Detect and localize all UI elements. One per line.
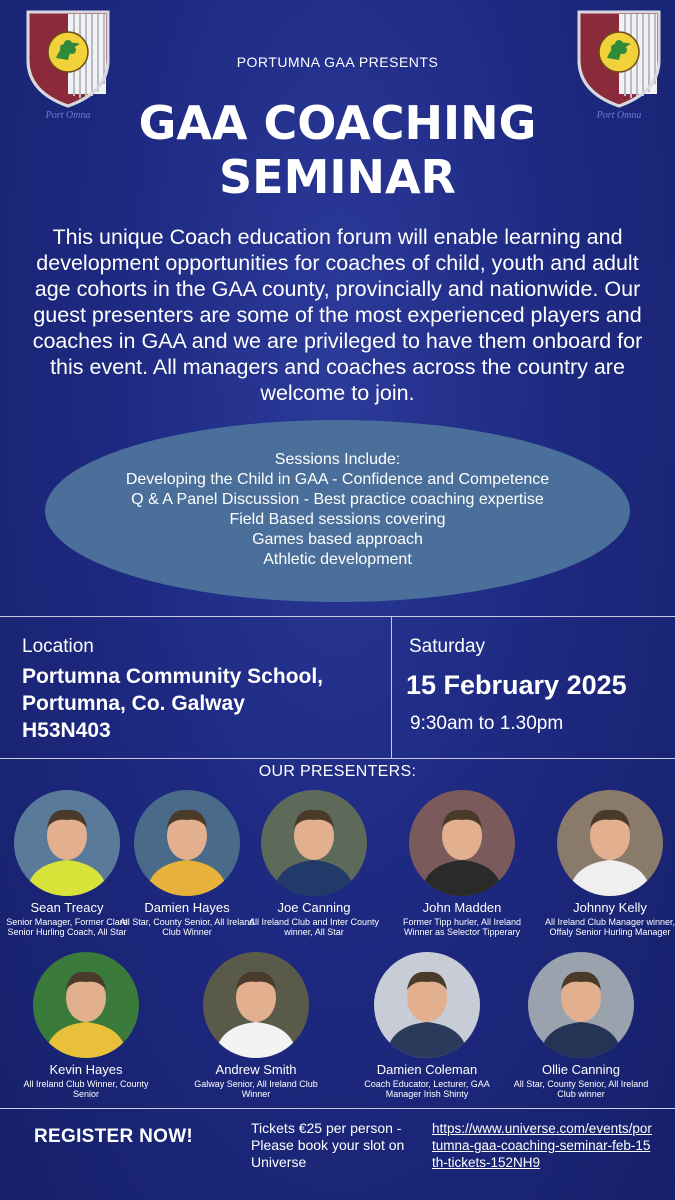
presenter-name: Sean Treacy [30, 900, 104, 915]
tickets-link[interactable]: https://www.universe.com/events/portumna-gaa-coaching-seminar-feb-15th-tickets-152NH9 [432, 1121, 652, 1170]
presenter-photo [134, 790, 240, 896]
person-icon [33, 952, 139, 1058]
event-date: 15 February 2025 [406, 670, 627, 700]
presenter-role: All Ireland Club and Inter County winner, All Star [248, 917, 380, 937]
presenter-photo [557, 790, 663, 896]
presenter-photo [203, 952, 309, 1058]
presenter-photo [374, 952, 480, 1058]
register-now-label: REGISTER NOW! [34, 1126, 194, 1147]
location-label: Location [22, 636, 94, 657]
presenter-card [16, 952, 156, 1099]
divider-footer [0, 1108, 675, 1109]
intro-paragraph: This unique Coach education forum will enable learning and development opportunities for coaches of child, youth and adult age cohorts in the GAA county, provincially and nationwide. Our guest presenters are some of the most experienced players and coaches in GAA and we are privileged to have them onboard for this event. All managers and coaches across the country are welcome to join. [32, 225, 643, 405]
presenter-role: Former Tipp hurler, All Ireland Winner as Selector Tipperary [402, 917, 522, 937]
presenter-photo [409, 790, 515, 896]
presenter-role: Galway Senior, All Ireland Club Winner [194, 1079, 318, 1099]
session-item: Q & A Panel Discussion - Best practice coaching expertise [131, 491, 544, 508]
presenter-card [117, 790, 257, 937]
event-time: 9:30am to 1.30pm [410, 713, 564, 734]
session-item: Games based approach [252, 531, 423, 548]
title-line-2: SEMINAR [219, 150, 456, 204]
presenter-name: Ollie Canning [541, 1062, 621, 1077]
divider-bottom [0, 758, 675, 759]
page-title [0, 96, 675, 204]
event-day: Saturday [409, 636, 486, 657]
crest-caption: Port Omna [45, 110, 91, 121]
session-item: Developing the Child in GAA - Confidence and Competence [125, 471, 550, 488]
person-icon [14, 790, 120, 896]
presenter-photo [528, 952, 634, 1058]
presenter-name: John Madden [422, 900, 502, 915]
presenter-card [357, 952, 497, 1099]
session-item: Field Based sessions covering [229, 511, 446, 528]
presenter-card [392, 790, 532, 937]
person-icon [528, 952, 634, 1058]
person-icon [557, 790, 663, 896]
presenter-photo [33, 952, 139, 1058]
person-icon [261, 790, 367, 896]
presenter-role: Coach Educator, Lecturer, GAA Manager Irish Shinty [364, 1079, 490, 1099]
presenter-role: Senior Manager, Former Clare Senior Hurling Coach, All Star [6, 917, 128, 937]
title-line-1: GAA COACHING [138, 96, 537, 150]
sessions-ellipse [45, 420, 630, 602]
presenter-name: Damien Coleman [376, 1062, 478, 1077]
tickets-info: Tickets €25 per person - Please book your slot on Universe [251, 1120, 405, 1170]
presenter-card [540, 790, 675, 937]
presenter-photo [261, 790, 367, 896]
person-icon [134, 790, 240, 896]
presenter-role: All Star, County Senior, All Ireland Club Winner [119, 917, 255, 937]
presenter-card [511, 952, 651, 1099]
presenter-role: All Star, County Senior, All Ireland Club winner [513, 1079, 649, 1099]
presenters-heading: OUR PRESENTERS: [258, 763, 417, 780]
divider-top [0, 616, 675, 617]
sessions-heading: Sessions Include: [274, 451, 401, 468]
location-value: Portumna Community School, Portumna, Co. Galway H53N403 [22, 665, 324, 742]
presenter-name: Damien Hayes [144, 900, 230, 915]
session-item: Athletic development [263, 551, 412, 568]
crest-caption: Port Omna [596, 110, 642, 121]
divider-vertical [391, 616, 392, 758]
presenter-role: All Ireland Club Winner, County Senior [23, 1079, 149, 1099]
person-icon [409, 790, 515, 896]
presenter-name: Andrew Smith [215, 1062, 297, 1077]
presenter-photo [14, 790, 120, 896]
presents-line: PORTUMNA GAA PRESENTS [236, 54, 439, 70]
presenter-name: Johnny Kelly [573, 900, 647, 915]
presenter-name: Joe Canning [277, 900, 351, 915]
person-icon [374, 952, 480, 1058]
person-icon [203, 952, 309, 1058]
presenter-card [186, 952, 326, 1099]
presenter-name: Kevin Hayes [49, 1062, 123, 1077]
presenter-role: All Ireland Club Manager winner, Offaly Senior Hurling Manager [544, 917, 675, 937]
presenter-card [244, 790, 384, 937]
